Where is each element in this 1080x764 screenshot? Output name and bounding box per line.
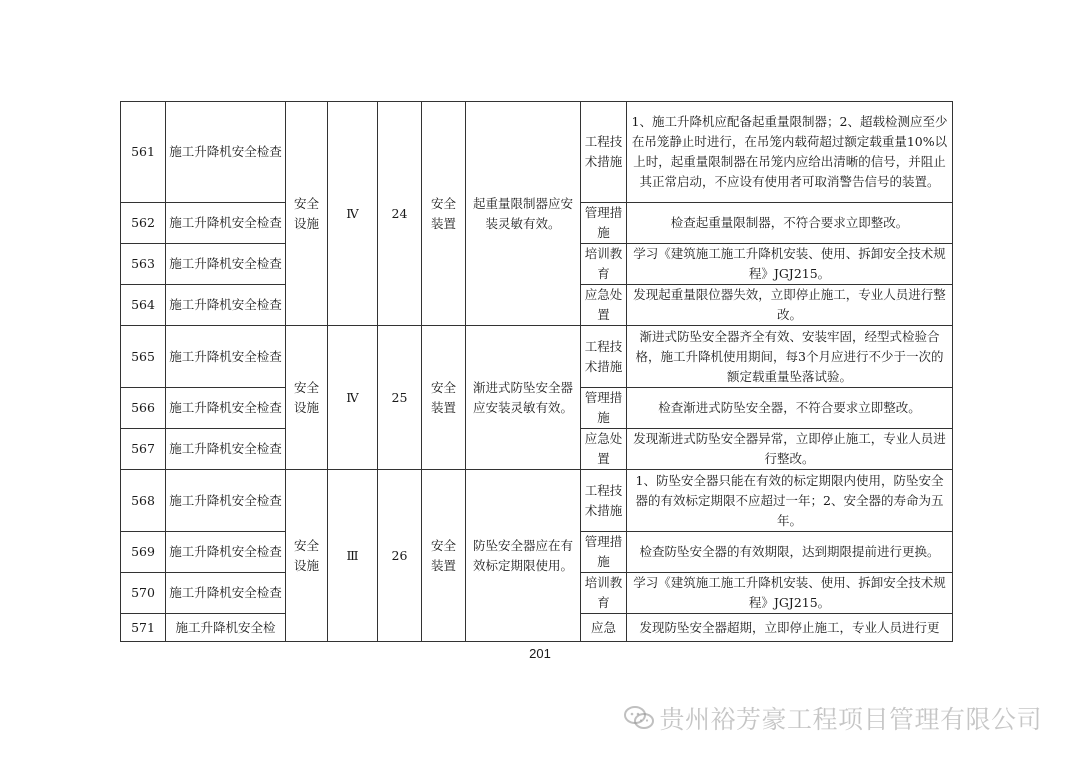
category-cell: 安全设施 bbox=[286, 102, 328, 326]
item-cell: 施工升降机安全检 bbox=[166, 614, 286, 642]
measure-type-cell: 应急处置 bbox=[581, 429, 627, 470]
category-cell: 安全设施 bbox=[286, 326, 328, 470]
measure-cell: 检查防坠安全器的有效期限，达到期限提前进行更换。 bbox=[627, 532, 953, 573]
type-cell: 安全装置 bbox=[422, 470, 466, 642]
seq-cell: 561 bbox=[121, 102, 166, 203]
seq-cell: 571 bbox=[121, 614, 166, 642]
measure-type-cell: 管理措施 bbox=[581, 388, 627, 429]
table-row bbox=[121, 326, 953, 388]
number-cell: 26 bbox=[378, 470, 422, 642]
seq-cell: 562 bbox=[121, 203, 166, 244]
measure-type-cell: 管理措施 bbox=[581, 532, 627, 573]
seq-cell: 566 bbox=[121, 388, 166, 429]
measure-type-cell: 管理措施 bbox=[581, 203, 627, 244]
measure-cell: 学习《建筑施工施工升降机安装、使用、拆卸安全技术规程》JGJ215。 bbox=[627, 573, 953, 614]
number-cell: 25 bbox=[378, 326, 422, 470]
item-cell: 施工升降机安全检查 bbox=[166, 388, 286, 429]
item-cell: 施工升降机安全检查 bbox=[166, 470, 286, 532]
level-cell: Ⅳ bbox=[328, 326, 378, 470]
measure-type-cell: 工程技术措施 bbox=[581, 470, 627, 532]
item-cell: 施工升降机安全检查 bbox=[166, 429, 286, 470]
number-cell: 24 bbox=[378, 102, 422, 326]
item-cell: 施工升降机安全检查 bbox=[166, 203, 286, 244]
measure-type-cell: 工程技术措施 bbox=[581, 102, 627, 203]
table-row bbox=[121, 470, 953, 532]
item-cell: 施工升降机安全检查 bbox=[166, 285, 286, 326]
description-cell: 渐进式防坠安全器应安装灵敏有效。 bbox=[466, 326, 581, 470]
seq-cell: 563 bbox=[121, 244, 166, 285]
item-cell: 施工升降机安全检查 bbox=[166, 573, 286, 614]
measure-type-cell: 培训教育 bbox=[581, 244, 627, 285]
seq-cell: 568 bbox=[121, 470, 166, 532]
seq-cell: 565 bbox=[121, 326, 166, 388]
type-cell: 安全装置 bbox=[422, 102, 466, 326]
measure-cell: 检查渐进式防坠安全器，不符合要求立即整改。 bbox=[627, 388, 953, 429]
measure-type-cell: 培训教育 bbox=[581, 573, 627, 614]
measure-cell: 学习《建筑施工施工升降机安装、使用、拆卸安全技术规程》JGJ215。 bbox=[627, 244, 953, 285]
measure-cell: 发现防坠安全器超期，立即停止施工，专业人员进行更 bbox=[627, 614, 953, 642]
safety-measures-table bbox=[120, 101, 953, 642]
page-number: 201 bbox=[529, 646, 551, 661]
measure-cell: 发现起重量限位器失效，立即停止施工，专业人员进行整改。 bbox=[627, 285, 953, 326]
seq-cell: 570 bbox=[121, 573, 166, 614]
description-cell: 防坠安全器应在有效标定期限使用。 bbox=[466, 470, 581, 642]
seq-cell: 564 bbox=[121, 285, 166, 326]
description-cell: 起重量限制器应安装灵敏有效。 bbox=[466, 102, 581, 326]
category-cell: 安全设施 bbox=[286, 470, 328, 642]
measure-cell: 发现渐进式防坠安全器异常，立即停止施工，专业人员进行整改。 bbox=[627, 429, 953, 470]
seq-cell: 567 bbox=[121, 429, 166, 470]
table-row bbox=[121, 102, 953, 203]
measure-type-cell: 应急处置 bbox=[581, 285, 627, 326]
item-cell: 施工升降机安全检查 bbox=[166, 326, 286, 388]
measure-cell: 1、防坠安全器只能在有效的标定期限内使用，防坠安全器的有效标定期限不应超过一年；2、安全器的寿命为五年。 bbox=[627, 470, 953, 532]
watermark-text: 贵州裕芳豪工程项目管理有限公司 bbox=[659, 705, 1042, 734]
measure-type-cell: 工程技术措施 bbox=[581, 326, 627, 388]
measure-cell: 1、施工升降机应配备起重量限制器；2、超载检测应至少在吊笼静止时进行，在吊笼内载荷超过额定载重量10%以上时，起重量限制器在吊笼内应给出清晰的信号，并阻止其正常启动，不应设有使用者可取消警告信号的装置。 bbox=[627, 102, 953, 203]
measure-cell: 检查起重量限制器，不符合要求立即整改。 bbox=[627, 203, 953, 244]
type-cell: 安全装置 bbox=[422, 326, 466, 470]
measure-type-cell: 应急 bbox=[581, 614, 627, 642]
item-cell: 施工升降机安全检查 bbox=[166, 102, 286, 203]
level-cell: Ⅲ bbox=[328, 470, 378, 642]
wechat-icon bbox=[623, 704, 655, 732]
level-cell: Ⅳ bbox=[328, 102, 378, 326]
watermark bbox=[623, 700, 1042, 736]
item-cell: 施工升降机安全检查 bbox=[166, 532, 286, 573]
measure-cell: 渐进式防坠安全器齐全有效、安装牢固，经型式检验合格，施工升降机使用期间，每3个月应进行不少于一次的额定载重量坠落试验。 bbox=[627, 326, 953, 388]
seq-cell: 569 bbox=[121, 532, 166, 573]
item-cell: 施工升降机安全检查 bbox=[166, 244, 286, 285]
